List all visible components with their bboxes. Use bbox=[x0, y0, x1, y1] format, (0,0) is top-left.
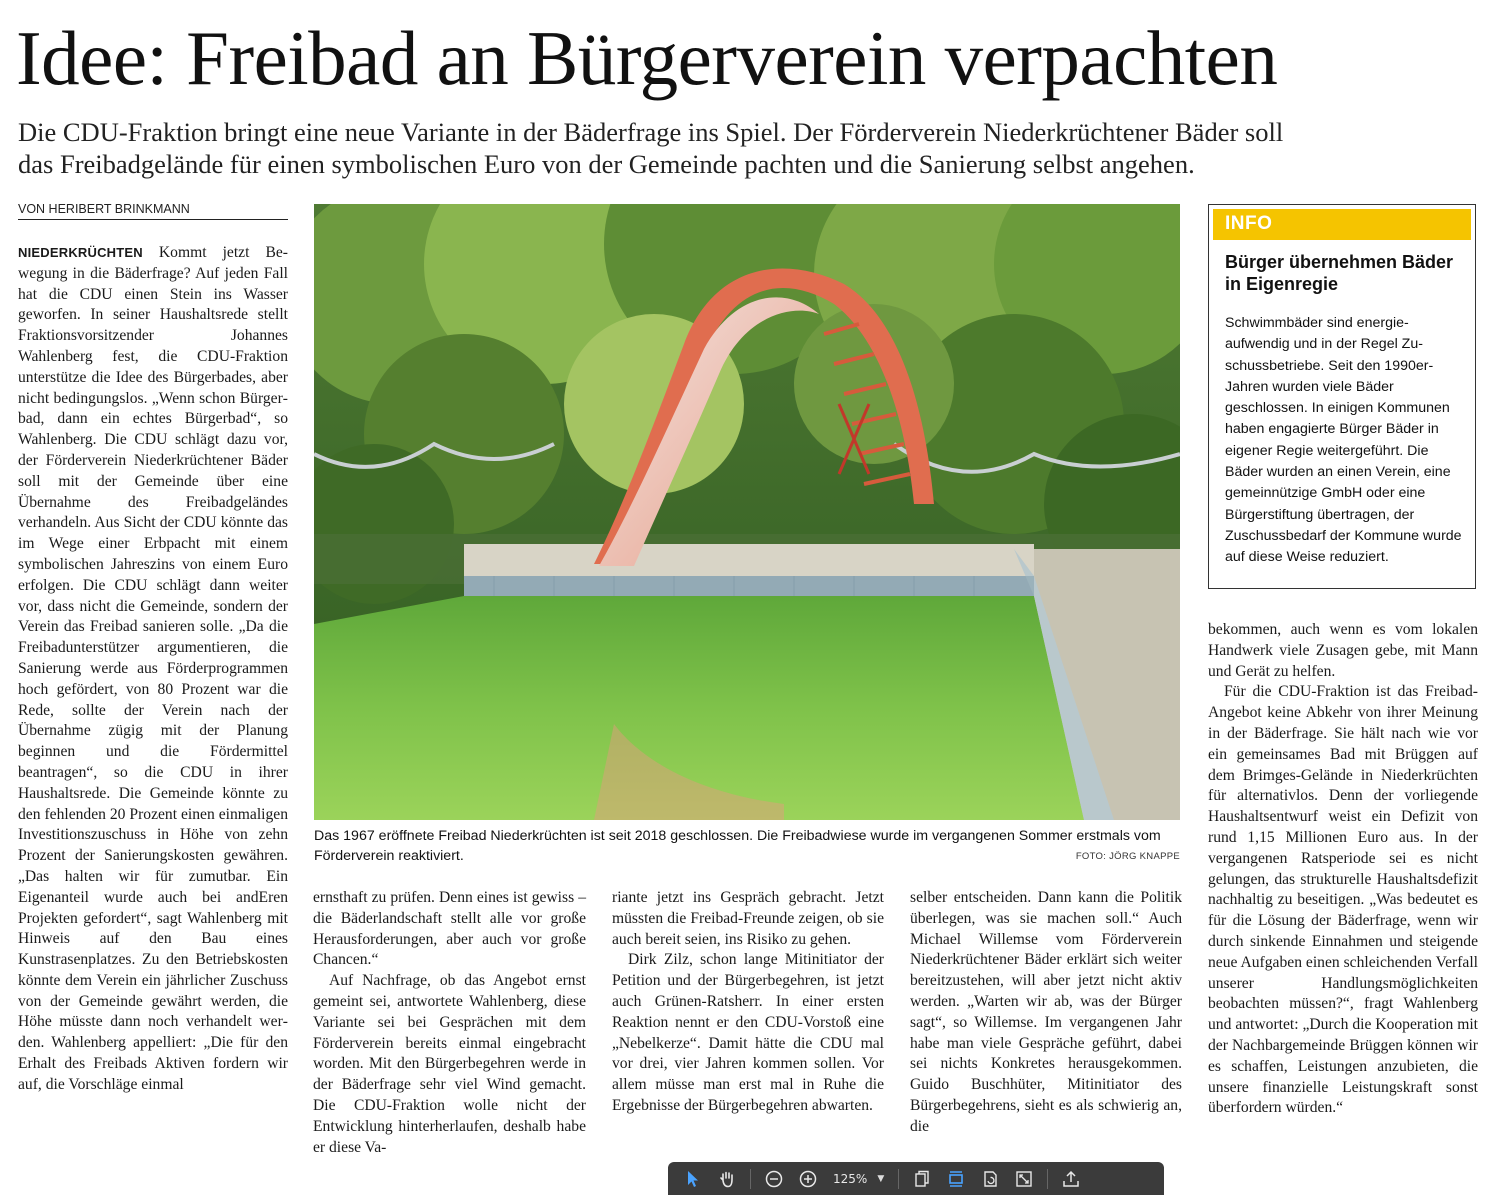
chevron-down-icon: ▼ bbox=[877, 1173, 885, 1184]
hand-tool-button[interactable] bbox=[710, 1162, 744, 1195]
fit-page-button[interactable] bbox=[939, 1162, 973, 1195]
copy-page-button[interactable] bbox=[905, 1162, 939, 1195]
fullscreen-button[interactable] bbox=[1007, 1162, 1041, 1195]
swimming-pool-photo bbox=[314, 204, 1180, 820]
info-box bbox=[1208, 204, 1476, 589]
article-column-2 bbox=[313, 888, 586, 1158]
upload-button[interactable] bbox=[1054, 1162, 1088, 1195]
fit-page-icon bbox=[947, 1170, 965, 1188]
pdf-viewer-toolbar bbox=[668, 1162, 1164, 1195]
column-3-paragraph: riante jetzt ins Gespräch gebracht. Jetzt müssten die Freibad-Freunde zeigen, ob sie auch bereit seien, ins Risiko zu gehen. bbox=[612, 889, 884, 948]
column-2-paragraph: ernsthaft zu prüfen. Denn eines ist gewiss – die Bäderlandschaft stellt alle vor große Herausforderungen, aber auch vor große Chancen.“ bbox=[313, 889, 586, 969]
subheadline-line-1: Die CDU-Fraktion bringt eine neue Variante in der Bäderfrage ins Spiel. Der Förderverein Niederkrüchtener Bäder soll bbox=[18, 117, 1284, 147]
zoom-select[interactable] bbox=[825, 1172, 892, 1186]
info-tag bbox=[1213, 209, 1471, 240]
zoom-in-icon bbox=[799, 1170, 817, 1188]
info-body: Schwimmbäder sind energieaufwendig und in der Regel Zuschussbetriebe. Seit den 1990er-Jahren wurden viele Bäder geschlossen. In einigen Kommunen haben engagierte Bürger Bäder in eigener Regie weitergeführt. Die Bäder wurden an einen Verein, eine gemeinnützige GmbH oder eine Bürgerstiftung übertragen, der Zuschussbedarf der Kommune wurde auf diese Weise reduziert. bbox=[1225, 315, 1462, 566]
article-photo bbox=[314, 204, 1180, 820]
info-title: Bürger übernehmen Bäder in Eigenregie bbox=[1225, 252, 1454, 294]
toolbar-separator bbox=[898, 1169, 899, 1189]
article-column-3 bbox=[612, 888, 884, 1117]
photo-caption: Das 1967 eröffnete Freibad Niederkrüchten ist seit 2018 geschlossen. Die Freibadwiese wurde im vergangenen Sommer erstmals vom Förderverein reaktiviert. bbox=[314, 828, 1161, 864]
dateline: NIEDERKRÜCHTEN bbox=[18, 245, 143, 260]
copy-page-icon bbox=[913, 1170, 931, 1188]
select-tool-button[interactable] bbox=[676, 1162, 710, 1195]
info-label: INFO bbox=[1225, 213, 1273, 234]
upload-icon bbox=[1062, 1170, 1080, 1188]
zoom-level: 125% bbox=[833, 1171, 868, 1186]
headline: Idee: Freibad an Bürgerverein verpachten bbox=[16, 15, 1278, 101]
select-tool-icon bbox=[685, 1170, 701, 1188]
article-column-5 bbox=[1208, 620, 1478, 1119]
subheadline-line-2: das Freibadgelände für einen symbolischen Euro von der Gemeinde pachten und die Sanierung selbst angehen. bbox=[18, 149, 1195, 179]
toolbar-separator bbox=[750, 1169, 751, 1189]
article-column-1 bbox=[18, 243, 288, 1096]
subheadline bbox=[18, 116, 1478, 180]
zoom-in-button[interactable] bbox=[791, 1162, 825, 1195]
photo-credit: FOTO: JÖRG KNAPPE bbox=[1075, 851, 1180, 862]
column-4-paragraph: selber entscheiden. Dann kann die Politik überlegen, was sie machen soll.“ Auch Michael Willemse vom Förderverein Niederkrüchtener Bäder erklärt sich weiter bereitzustehen, will aber jetzt nicht aktiv werden. „Warten wir ab, was der Bürger sagt“, so Willemse. Im vergangenen Jahr habe man viele Gespräche geführt, dabei sei nichts Konkretes herausgekommen. Guido Buschhüter, Mitinitiator des Bürgerbegehrens, sieht es als schwierig an, die bbox=[910, 889, 1182, 1135]
hand-tool-icon bbox=[718, 1170, 736, 1188]
column-5-paragraph: bekommen, auch wenn es vom lokalen Handwerk viele Zusagen gebe, mit Mann und Gerät zu helfen. bbox=[1208, 621, 1478, 680]
rotate-page-button[interactable] bbox=[973, 1162, 1007, 1195]
zoom-out-icon bbox=[765, 1170, 783, 1188]
zoom-out-button[interactable] bbox=[757, 1162, 791, 1195]
column-1-text: Kommt jetzt Bewegung in die Bäderfrage? Auf jeden Fall hat die CDU einen Stein ins Wasser geworfen. In seiner Haushaltsrede stellt Fraktionsvorsitzender Johannes Wahlenberg fest, die CDU-Fraktion unterstütze die Idee des Bürgerbades, aber nicht bedingungslos. „Wenn schon Bürgerbad, dann ein echtes Bürgerbad“, so Wahlenberg. Die CDU schlägt dazu vor, der Förderverein Niederkrüchtener Bäder soll mit der Gemeinde über eine Übernahme des Freibadgeländes verhandeln. Aus Sicht der CDU könnte das im Wege einer Erbpacht mit einem symbolischen Jahreszins von einem Euro erfolgen. Die CDU schlägt dann weiter vor, dass nicht die Gemeinde, sondern der Verein das Freibad sanieren solle. „Da die Freibadunterstützer argumentieren, die Sanierung werde aus Förderprogrammen hoch gefördert, von 80 Prozent war die Rede, sollte der Verein nach der Übernahme zügig mit der Planung beginnen und die Fördermittel beantragen“, so die CDU in ihrer Haushaltsrede. Die Gemeinde könnte zu den fehlenden 20 Prozent einen einmaligen Investitionszuschuss in Höhe von zehn Prozent der Sanierungskosten gewähren. „Das halten wir für zumutbar. Ein Eigenanteil wurde auch bei andEren Projekten gefordert“, sagt Wahlenberg mit Hinweis auf den Bau eines Kunstrasenplatzes. Zu den Betriebskosten könnte dem Verein ein jährlicher Zuschuss von der Gemeinde gewährt werden, die Höhe müsste dann noch verhandelt werden. Wahlenberg appelliert: „Die für den Erhalt des Freibads Aktiven fordern wir auf, die Vorschläge einmal bbox=[18, 244, 288, 1093]
toolbar-separator bbox=[1047, 1169, 1048, 1189]
fullscreen-icon bbox=[1015, 1170, 1033, 1188]
article-column-4 bbox=[910, 888, 1182, 1138]
column-2-paragraph: Auf Nachfrage, ob das Angebot ernst gemeint sei, antwortete Wahlenberg, diese Variante sei bei Gesprächen mit dem Förderverein bereits einmal eingebracht worden. Mit den Bürgerbegehren werde in der Bäderfrage sehr viel Wind gemacht. Die CDU-Fraktion wolle nicht der Entwicklung hinterherlaufen, deshalb habe er diese Va- bbox=[313, 972, 586, 1156]
rotate-page-icon bbox=[981, 1170, 999, 1188]
column-5-paragraph: Für die CDU-Fraktion ist das Freibad-Angebot keine Abkehr von ihrer Meinung in der Bäderfrage. Sie hält nach wie vor ein gemeinsames Bad mit Brüggen auf dem Brimges-Gelände in Niederkrüchten für alternativlos. Denn der vorliegende Haushaltsentwurf weist ein Defizit von rund 1,15 Millionen Euro aus. In der vergangenen Ratsperiode sei es nicht gelungen, das strukturelle Haushaltsdefizit nachhaltig zu beseitigen. „Was bedeutet es für die Lösung der Bäderfrage, wenn wir durch sinkende Einnahmen und steigende neue Aufgaben einen schleichenden Verfall unserer Handlungsmöglichkeiten beobachten müssen?“, fragt Wahlenberg und antwortet: „Durch die Kooperation mit der Nachbargemeinde Brüggen können wir es schaffen, Leistungen anzubieten, die unsere finanzielle Leistungskraft sonst überfordern würden.“ bbox=[1208, 683, 1478, 1117]
byline: VON HERIBERT BRINKMANN bbox=[18, 202, 288, 220]
column-3-paragraph: Dirk Zilz, schon lange Mitinitiator der Petition und der Bürgerbegehren, ist jetzt auch Grünen-Ratsherr. In einer ersten Reaktion nennt er den CDU-Vorstoß eine „Nebelkerze“. Damit hätte die CDU mal vor drei, vier Jahren kommen sollen. Vor allem müsse man erst mal in Ruhe die Ergebnisse der Bürgerbegehren abwarten. bbox=[612, 951, 884, 1114]
